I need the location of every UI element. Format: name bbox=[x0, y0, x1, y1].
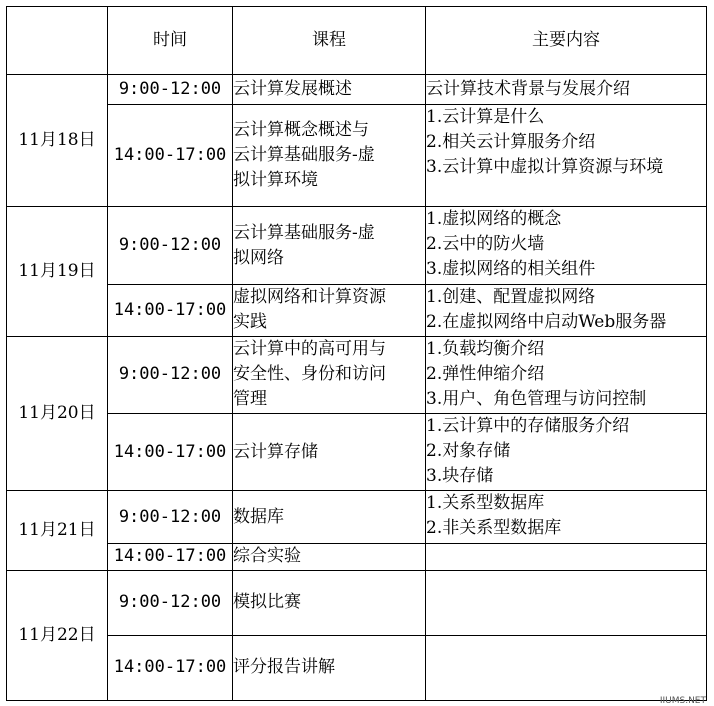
content-cell bbox=[426, 635, 707, 700]
time-cell: 14:00-17:00 bbox=[108, 105, 233, 207]
date-cell: 11月19日 bbox=[7, 207, 108, 336]
date-cell: 11月20日 bbox=[7, 336, 108, 490]
table-row bbox=[7, 570, 707, 635]
course-line: 数据库 bbox=[233, 506, 284, 527]
content-line: 2.非关系型数据库 bbox=[426, 518, 562, 539]
content-line: 1.创建、配置虚拟网络 bbox=[426, 286, 596, 307]
course-line: 云计算发展概述 bbox=[233, 79, 352, 100]
time-cell: 14:00-17:00 bbox=[108, 284, 233, 336]
course-cell bbox=[233, 544, 426, 570]
course-line: 云计算存储 bbox=[233, 441, 318, 462]
date-cell: 11月21日 bbox=[7, 491, 108, 570]
course-line: 虚拟网络和计算资源 bbox=[233, 287, 386, 308]
table-row bbox=[7, 105, 707, 207]
content-line: 2.云中的防火墙 bbox=[426, 234, 545, 255]
course-cell bbox=[233, 207, 426, 284]
content-cell bbox=[426, 207, 707, 284]
time-cell: 9:00-12:00 bbox=[108, 570, 233, 635]
course-line: 拟计算环境 bbox=[233, 170, 318, 191]
table-row bbox=[7, 284, 707, 336]
course-cell bbox=[233, 491, 426, 544]
course-cell bbox=[233, 414, 426, 491]
table-row bbox=[7, 491, 707, 544]
content-cell bbox=[426, 336, 707, 413]
header-time: 时间 bbox=[108, 7, 233, 75]
course-cell bbox=[233, 105, 426, 207]
time-cell: 9:00-12:00 bbox=[108, 75, 233, 105]
content-cell bbox=[426, 544, 707, 570]
content-cell bbox=[426, 414, 707, 491]
content-line: 3.虚拟网络的相关组件 bbox=[426, 259, 596, 280]
content-line: 3.云计算中虚拟计算资源与环境 bbox=[426, 157, 664, 178]
table-row bbox=[7, 336, 707, 413]
time-cell: 9:00-12:00 bbox=[108, 207, 233, 284]
course-cell bbox=[233, 284, 426, 336]
content-cell bbox=[426, 105, 707, 207]
content-cell bbox=[426, 284, 707, 336]
time-cell: 14:00-17:00 bbox=[108, 635, 233, 700]
content-line: 3.块存储 bbox=[426, 466, 494, 487]
header-course: 课程 bbox=[233, 7, 426, 75]
content-line: 1.云计算中的存储服务介绍 bbox=[426, 416, 630, 437]
time-cell: 9:00-12:00 bbox=[108, 336, 233, 413]
header-content: 主要内容 bbox=[426, 7, 707, 75]
content-cell bbox=[426, 75, 707, 105]
date-cell: 11月22日 bbox=[7, 570, 108, 701]
course-cell bbox=[233, 635, 426, 700]
content-line: 1.云计算是什么 bbox=[426, 107, 545, 128]
time-cell: 14:00-17:00 bbox=[108, 544, 233, 570]
content-cell bbox=[426, 491, 707, 544]
content-cell bbox=[426, 570, 707, 635]
header-date bbox=[7, 7, 108, 75]
course-line: 安全性、身份和访问 bbox=[233, 364, 386, 385]
content-line: 1.关系型数据库 bbox=[426, 493, 545, 514]
table-row bbox=[7, 75, 707, 105]
date-cell: 11月18日 bbox=[7, 75, 108, 207]
content-line: 3.用户、角色管理与访问控制 bbox=[426, 388, 647, 409]
watermark: IIUMS.NET bbox=[659, 696, 706, 706]
content-line: 1.虚拟网络的概念 bbox=[426, 209, 562, 230]
course-cell bbox=[233, 570, 426, 635]
course-cell bbox=[233, 336, 426, 413]
schedule-table bbox=[6, 6, 707, 701]
table-row bbox=[7, 635, 707, 700]
content-line: 云计算技术背景与发展介绍 bbox=[426, 79, 630, 100]
course-line: 管理 bbox=[233, 389, 267, 410]
course-cell bbox=[233, 75, 426, 105]
course-line: 模拟比赛 bbox=[233, 592, 301, 613]
table-row bbox=[7, 544, 707, 570]
course-line: 综合实验 bbox=[233, 546, 301, 567]
content-line: 2.相关云计算服务介绍 bbox=[426, 132, 596, 153]
course-line: 云计算概念概述与 bbox=[233, 120, 369, 141]
content-line: 1.负载均衡介绍 bbox=[426, 338, 545, 359]
course-line: 拟网络 bbox=[233, 247, 284, 268]
time-cell: 9:00-12:00 bbox=[108, 491, 233, 544]
course-line: 实践 bbox=[233, 312, 267, 333]
content-line: 2.在虚拟网络中启动Web服务器 bbox=[426, 311, 667, 332]
table-row bbox=[7, 207, 707, 284]
content-line: 2.弹性伸缩介绍 bbox=[426, 363, 545, 384]
course-line: 云计算中的高可用与 bbox=[233, 339, 386, 360]
header-row bbox=[7, 7, 707, 75]
content-line: 2.对象存储 bbox=[426, 441, 511, 462]
course-line: 评分报告讲解 bbox=[233, 657, 335, 678]
course-line: 云计算基础服务-虚 bbox=[233, 222, 375, 243]
time-cell: 14:00-17:00 bbox=[108, 414, 233, 491]
course-line: 云计算基础服务-虚 bbox=[233, 145, 375, 166]
table-row bbox=[7, 414, 707, 491]
